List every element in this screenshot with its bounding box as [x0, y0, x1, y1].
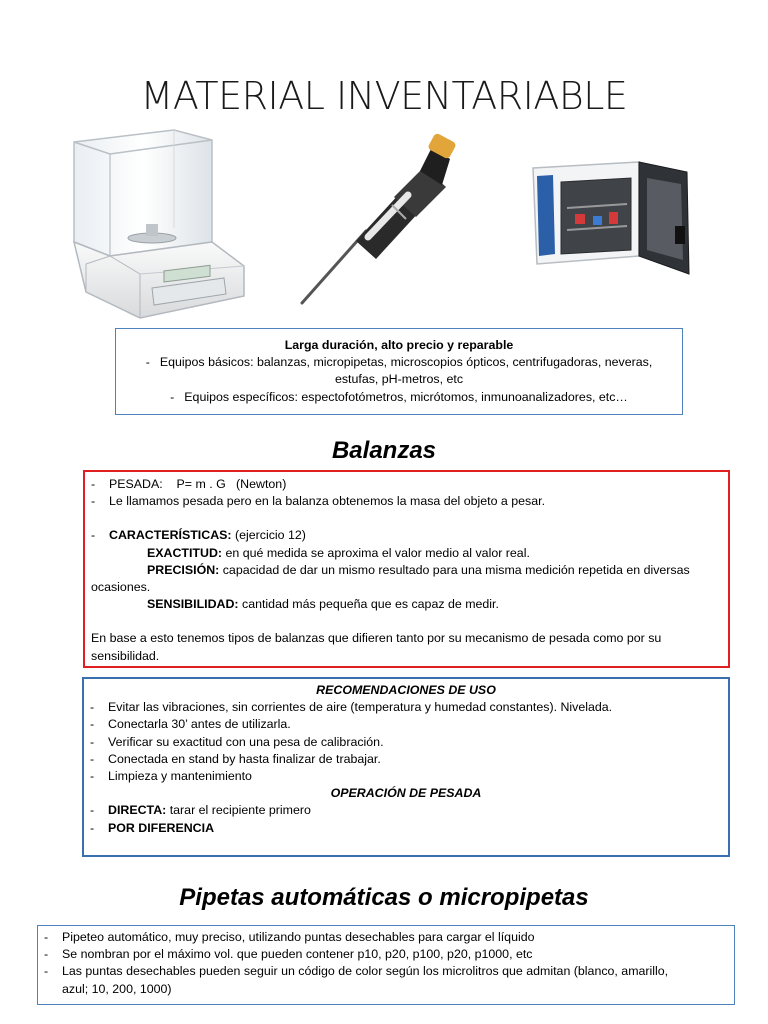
list-item	[44, 929, 728, 946]
bullet-dash: -	[44, 930, 49, 944]
specific-equipment-line	[122, 389, 676, 406]
pipetas-heading: Pipetas automáticas o micropipetas	[179, 884, 589, 911]
precision-line	[91, 562, 722, 579]
precision-text: capacidad de dar un mismo resultado para una misma medición repetida en diversas	[219, 562, 690, 577]
precision-label: PRECISIÓN:	[147, 562, 220, 577]
bullet-dash: -	[90, 769, 95, 784]
recomendaciones-box	[82, 677, 730, 857]
pipetas-box	[37, 925, 735, 1005]
list-item-text: Evitar las vibraciones, sin corrientes de aire (temperatura y humedad constantes). Nivelada.	[108, 700, 613, 715]
directa-line	[90, 802, 722, 819]
analytical-balance-icon	[66, 124, 256, 324]
caracteristicas-line	[91, 527, 722, 544]
caracteristicas-label: CARACTERÍSTICAS:	[109, 528, 232, 543]
list-item	[90, 751, 722, 768]
closing-line: En base a esto tenemos tipos de balanzas que difieren tanto por su mecanismo de pesada como por su	[91, 631, 662, 646]
diferencia-label: POR DIFERENCIA	[108, 820, 215, 835]
pesada-line	[91, 476, 722, 493]
basic-equipment-line-cont: estufas, pH-metros, etc	[334, 372, 464, 387]
caracteristicas-note: (ejercicio 12)	[231, 528, 306, 543]
balanzas-box	[83, 470, 730, 668]
sensibilidad-label: SENSIBILIDAD:	[147, 597, 239, 612]
exactitud-label: EXACTITUD:	[147, 545, 223, 560]
list-item-text: Las puntas desechables pueden seguir un código de color según los microlitros que admitan (blanco, amarillo,	[62, 964, 669, 979]
list-item-text: Limpieza y mantenimiento	[108, 769, 252, 784]
laboratory-oven-icon	[527, 156, 693, 286]
page-title: MATERIAL INVENTARIABLE	[140, 74, 628, 118]
bullet-dash: -	[90, 820, 95, 835]
list-item-text: Verificar su exactitud con una pesa de calibración.	[108, 734, 384, 749]
list-item	[90, 716, 722, 733]
bullet-dash: -	[90, 751, 95, 766]
exactitud-line	[91, 545, 722, 562]
directa-label: DIRECTA:	[108, 803, 167, 818]
operacion-heading: OPERACIÓN DE PESADA	[330, 786, 482, 801]
balanzas-heading: Balanzas	[331, 437, 437, 464]
precision-line-cont: ocasiones.	[91, 580, 151, 595]
bullet-dash: -	[170, 389, 175, 404]
masa-line	[91, 493, 722, 510]
bullet-dash: -	[90, 717, 95, 732]
list-item-cont: azul; 10, 200, 1000)	[62, 981, 172, 996]
list-item	[90, 699, 722, 716]
basic-equipment-line	[122, 354, 676, 371]
intro-box	[115, 328, 683, 415]
list-item-text: Pipeteo automático, muy preciso, utilizando puntas desechables para cargar el líquido	[62, 930, 535, 944]
sensibilidad-line	[91, 596, 722, 613]
pesada-formula: P= m . G (Newton)	[176, 477, 287, 491]
bullet-dash: -	[91, 494, 96, 509]
pesada-label: PESADA:	[109, 477, 163, 491]
list-item-text: Se nombran por el máximo vol. que pueden contener p10, p20, p100, p20, p1000, etc	[62, 947, 533, 962]
list-item-text: Conectarla 30’ antes de utilizarla.	[108, 717, 291, 732]
bullet-dash: -	[90, 700, 95, 715]
bullet-dash: -	[44, 964, 49, 979]
micropipette-icon	[296, 133, 476, 311]
bullet-dash: -	[145, 355, 150, 370]
list-item	[90, 768, 722, 785]
sensibilidad-text: cantidad más pequeña que es capaz de medir.	[238, 597, 499, 612]
bullet-dash: -	[90, 734, 95, 749]
specific-equipment-text: Equipos específicos: espectofotómetros, micrótomos, inmunoanalizadores, etc…	[184, 389, 628, 404]
diferencia-line	[90, 820, 722, 837]
recomendaciones-heading: RECOMENDACIONES DE USO	[316, 683, 496, 697]
bullet-dash: -	[91, 528, 96, 543]
masa-text: Le llamamos pesada pero en la balanza obtenemos la masa del objeto a pesar.	[109, 494, 546, 509]
bullet-dash: -	[44, 947, 49, 962]
list-item	[90, 734, 722, 751]
intro-heading: Larga duración, alto precio y reparable	[284, 338, 514, 352]
list-item	[44, 946, 728, 963]
bullet-dash: -	[90, 803, 95, 818]
closing-line-cont: sensibilidad.	[91, 648, 160, 663]
directa-text: tarar el recipiente primero	[166, 803, 311, 818]
exactitud-text: en qué medida se aproxima el valor medio al valor real.	[222, 545, 530, 560]
bullet-dash: -	[91, 477, 96, 491]
basic-equipment-text: Equipos básicos: balanzas, micropipetas, microscopios ópticos, centrifugadoras, neveras,	[159, 355, 653, 370]
list-item-text: Conectada en stand by hasta finalizar de trabajar.	[108, 751, 381, 766]
list-item	[44, 963, 728, 980]
